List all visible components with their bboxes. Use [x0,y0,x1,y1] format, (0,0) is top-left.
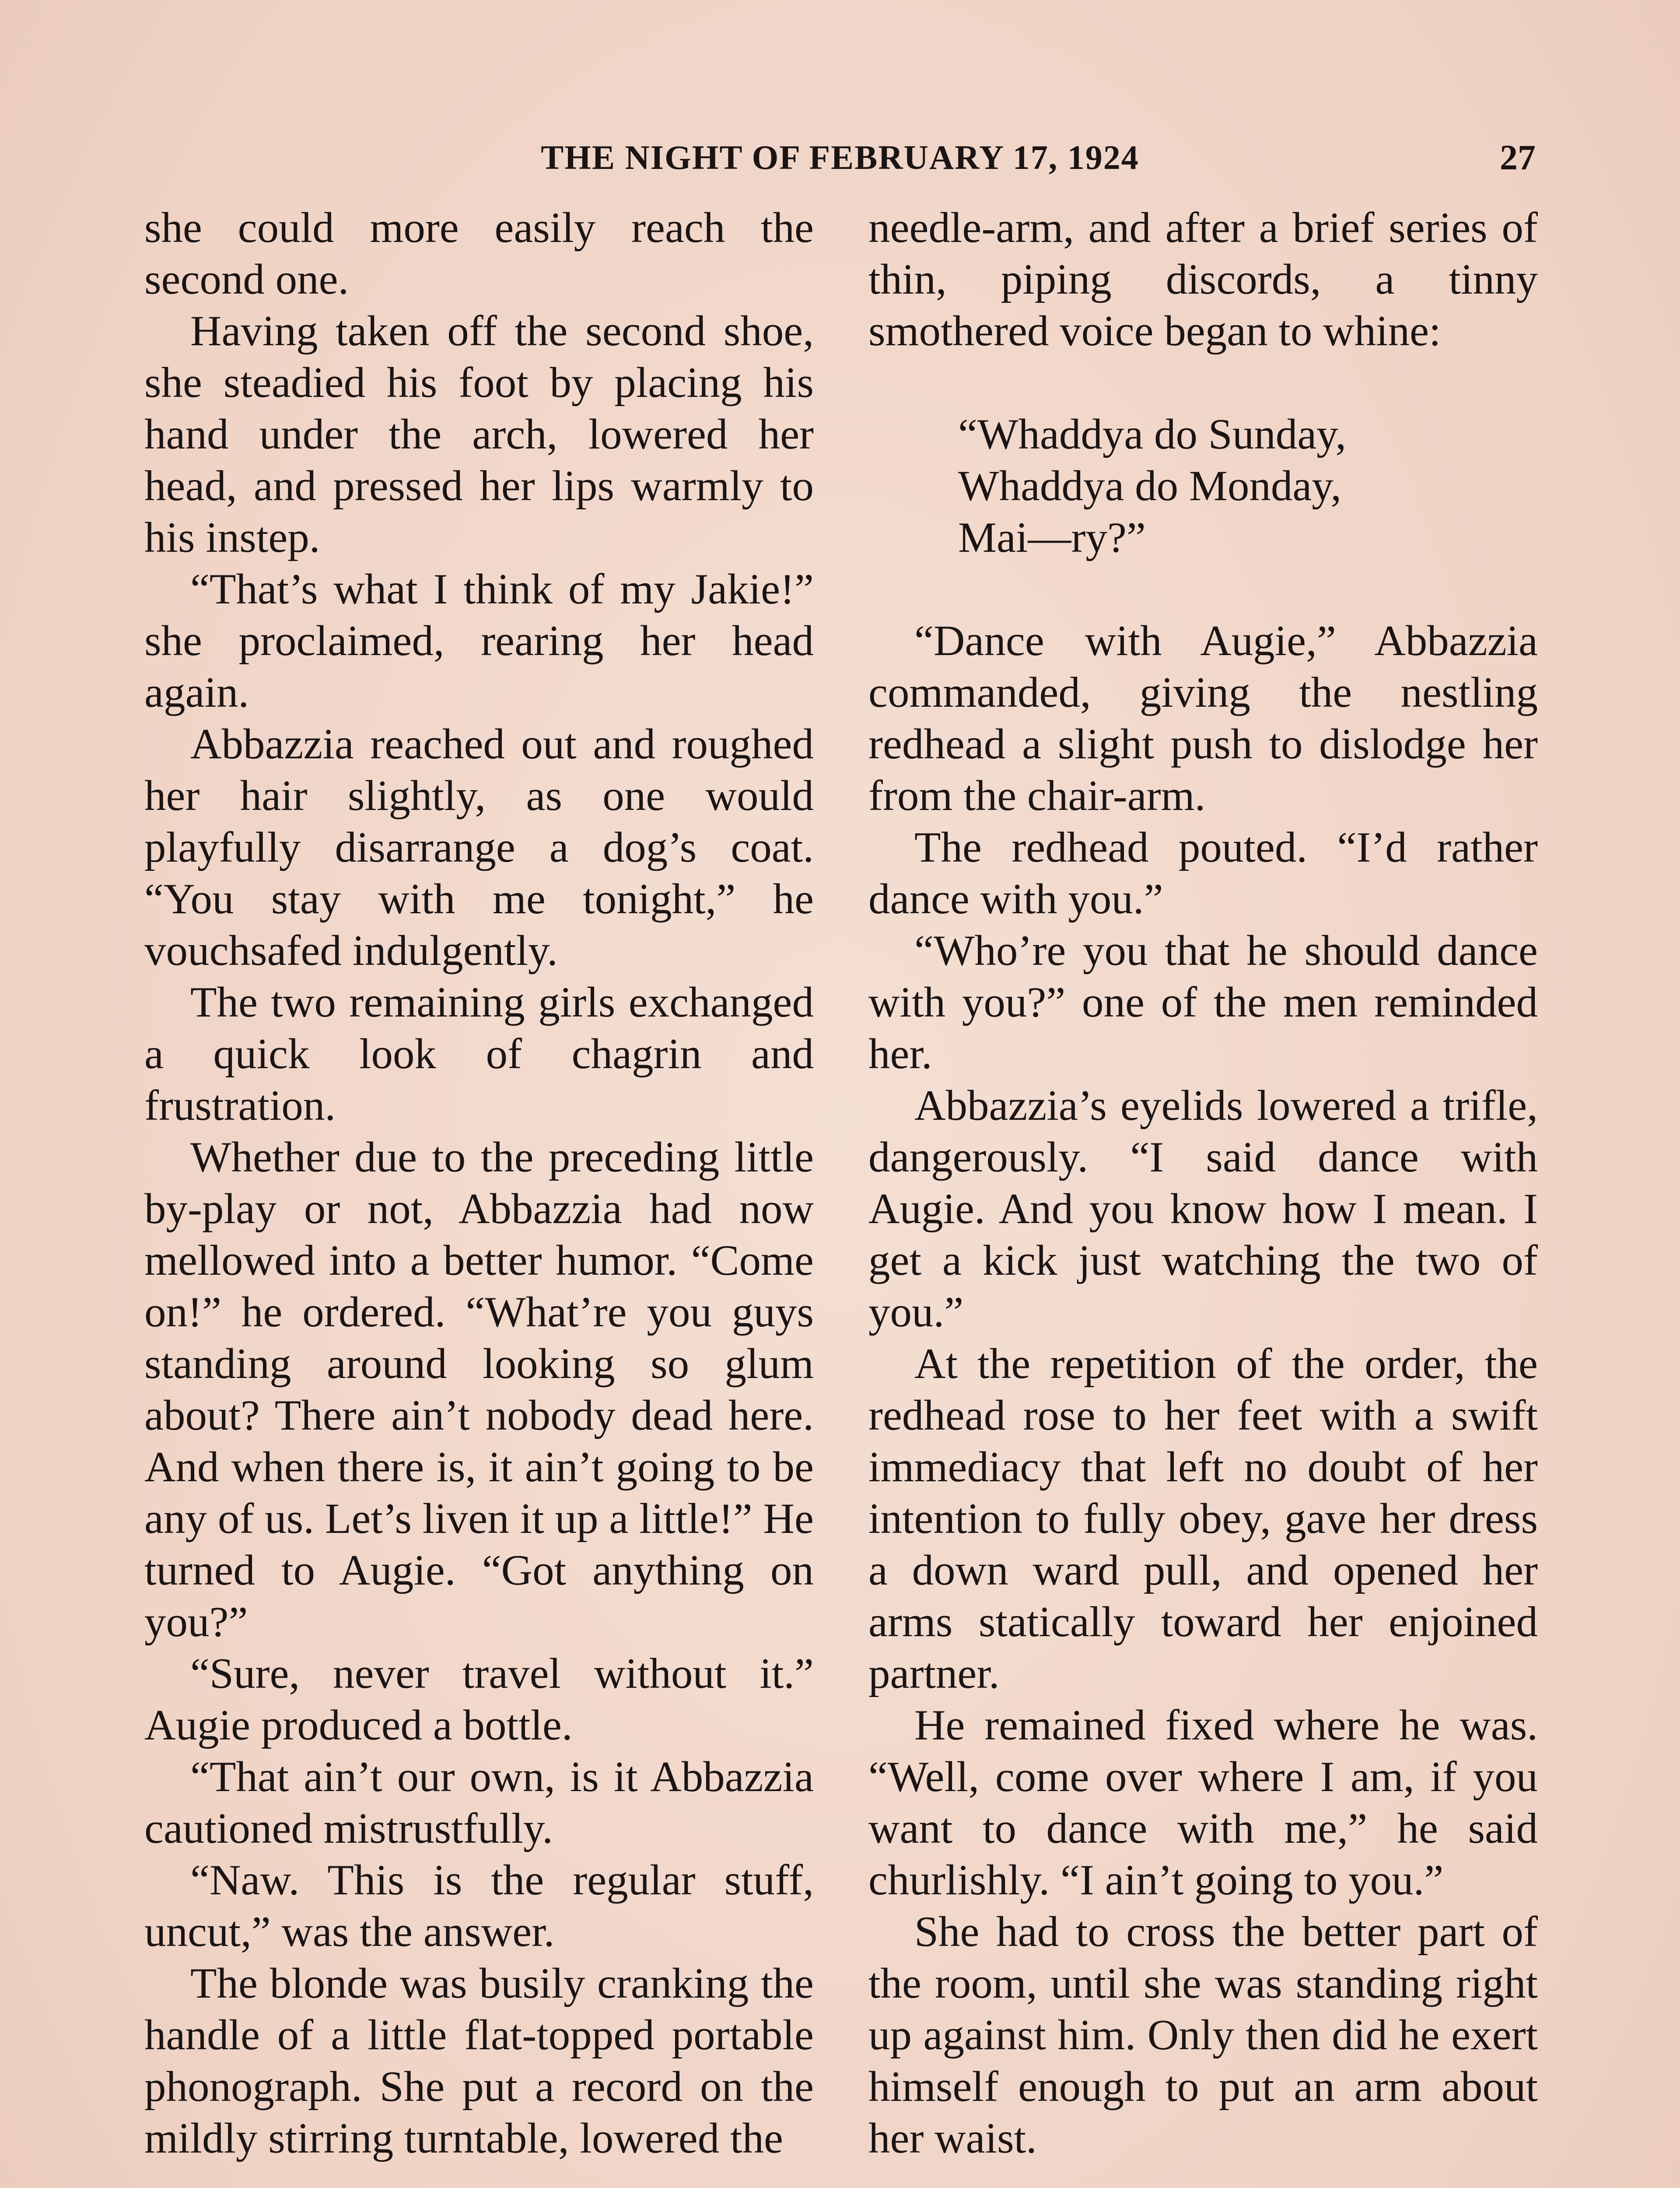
lyric-line: Whaddya do Monday, [958,462,1342,510]
paragraph: Abbazzia reached out and roughed her hair slightly, as one would playfully disarrange a dog’s coat. “You stay with me tonight,” he vouchsafed indulgently. [144,720,814,975]
left-column [144,202,814,2164]
paragraph: The two remaining girls exchanged a quick look of chagrin and frustration. [144,978,814,1129]
paragraph: needle-arm, and after a brief series of thin, piping discords, a tinny smothered voice began to whine: [868,204,1538,355]
lyric-line: “Whaddya do Sunday, [958,410,1347,458]
song-lyrics [958,409,1538,564]
paragraph: The redhead pouted. “I’d rather dance with you.” [868,824,1538,923]
paragraph: Abbazzia’s eyelids lowered a trifle, dangerously. “I said dance with Augie. And you know how I mean. I get a kick just watching the two of you.” [868,1082,1538,1336]
lyric-line: Mai—ry?” [958,514,1146,561]
paragraph: “That ain’t our own, is it Abbazzia cautioned mistrustfully. [144,1753,814,1852]
page-number: 27 [1500,137,1536,177]
paragraph: The blonde was busily cranking the handle of a little flat-topped portable phonograph. She put a record on the mildly stirring turntable, lowered the [144,1960,814,2162]
paragraph: “Sure, never travel without it.” Augie produced a bottle. [144,1650,814,1749]
running-head [144,133,1536,182]
paragraph: “Dance with Augie,” Abbazzia commanded, giving the nestling redhead a slight push to dislodge her from the chair-arm. [868,617,1538,820]
paragraph: “Who’re you that he should dance with you?” one of the men reminded her. [868,927,1538,1078]
paragraph: Whether due to the preceding little by-play or not, Abbazzia had now mellowed into a better humor. “Come on!” he ordered. “What’re you guys standing around looking so glum about? There ain’t nobody dead here. And when there is, it ain’t going to be any of us. Let’s liven it up a little!” He turned to Augie. “Got anything on you?” [144,1133,814,1646]
paragraph: Having taken off the second shoe, she steadied his foot by placing his hand under the arch, lowered her head, and pressed her lips warmly to his instep. [144,307,814,561]
paragraph: At the repetition of the order, the redhead rose to her feet with a swift immediacy that left no doubt of her intention to fully obey, gave her dress a down ward pull, and opened her arms statically toward her enjoined partner. [868,1340,1538,1697]
paragraph: He remained fixed where he was. “Well, come over where I am, if you want to dance with me,” he said churlishly. “I ain’t going to you.” [868,1701,1538,1904]
paragraph: “Naw. This is the regular stuff, uncut,” was the answer. [144,1856,814,1956]
running-head-title: THE NIGHT OF FEBRUARY 17, 1924 [541,138,1139,176]
paragraph: “That’s what I think of my Jakie!” she proclaimed, rearing her head again. [144,565,814,716]
paragraph: she could more easily reach the second one. [144,204,814,303]
paragraph: She had to cross the better part of the room, until she was standing right up against him. Only then did he exert himself enough to put an arm about her waist. [868,1908,1538,2162]
right-column [868,202,1538,2164]
